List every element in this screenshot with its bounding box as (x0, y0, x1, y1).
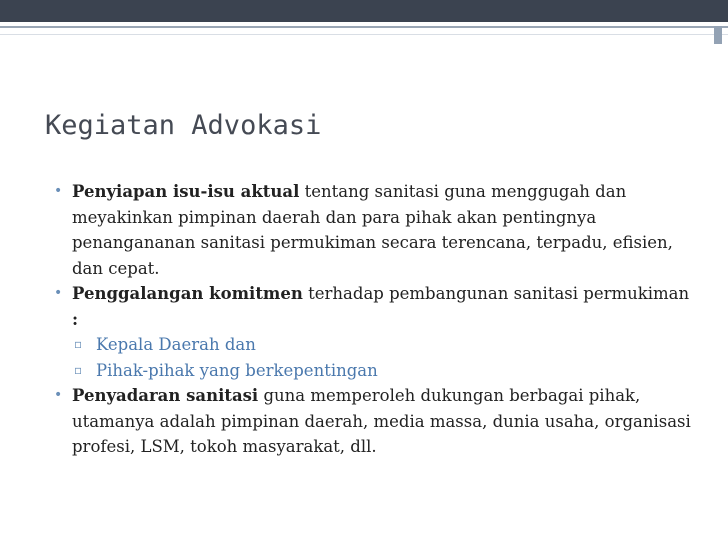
bullet-bold-text: Penggalangan komitmen (72, 284, 303, 303)
header-line-thin (0, 34, 728, 35)
bullet-text: guna memperoleh dukungan berbagai pihak, utamanya adalah pimpinan daerah, media massa, dunia usaha, organisasi profesi, LSM, tokoh masyarakat, dll. (72, 386, 691, 456)
sub-bullet-item (52, 332, 692, 358)
sub-bullet-item (52, 358, 692, 384)
bullet-icon: • (54, 387, 63, 403)
sub-bullet-text: Pihak-pihak yang berkepentingan (96, 360, 378, 380)
bullet-icon: • (54, 285, 63, 301)
header-bar (0, 0, 728, 22)
bullet-item (52, 179, 692, 281)
bullet-text: tentang sanitasi guna menggugah dan meyakinkan pimpinan daerah dan para pihak akan pentingnya penangananan sanitasi permukiman secara terencana, terpadu, efisien, dan cepat. (72, 182, 673, 278)
bullet-item (52, 281, 692, 332)
sub-bullet-icon: ▫ (74, 337, 83, 351)
bullet-icon: • (54, 183, 63, 199)
bullet-colon: : (72, 309, 79, 329)
header-accent-block (714, 26, 722, 44)
header-line (0, 26, 728, 28)
sub-bullet-text: Kepala Daerah dan (96, 335, 256, 354)
slide-title: Kegiatan Advokasi (45, 110, 322, 141)
bullet-bold-text: Penyadaran sanitasi (72, 386, 259, 405)
slide-content (52, 179, 692, 460)
sub-bullet-icon: ▫ (74, 362, 83, 377)
bullet-bold-text: Penyiapan isu-isu aktual (72, 182, 300, 201)
bullet-item (52, 383, 692, 460)
bullet-text: terhadap pembangunan sanitasi permukiman (302, 284, 690, 303)
